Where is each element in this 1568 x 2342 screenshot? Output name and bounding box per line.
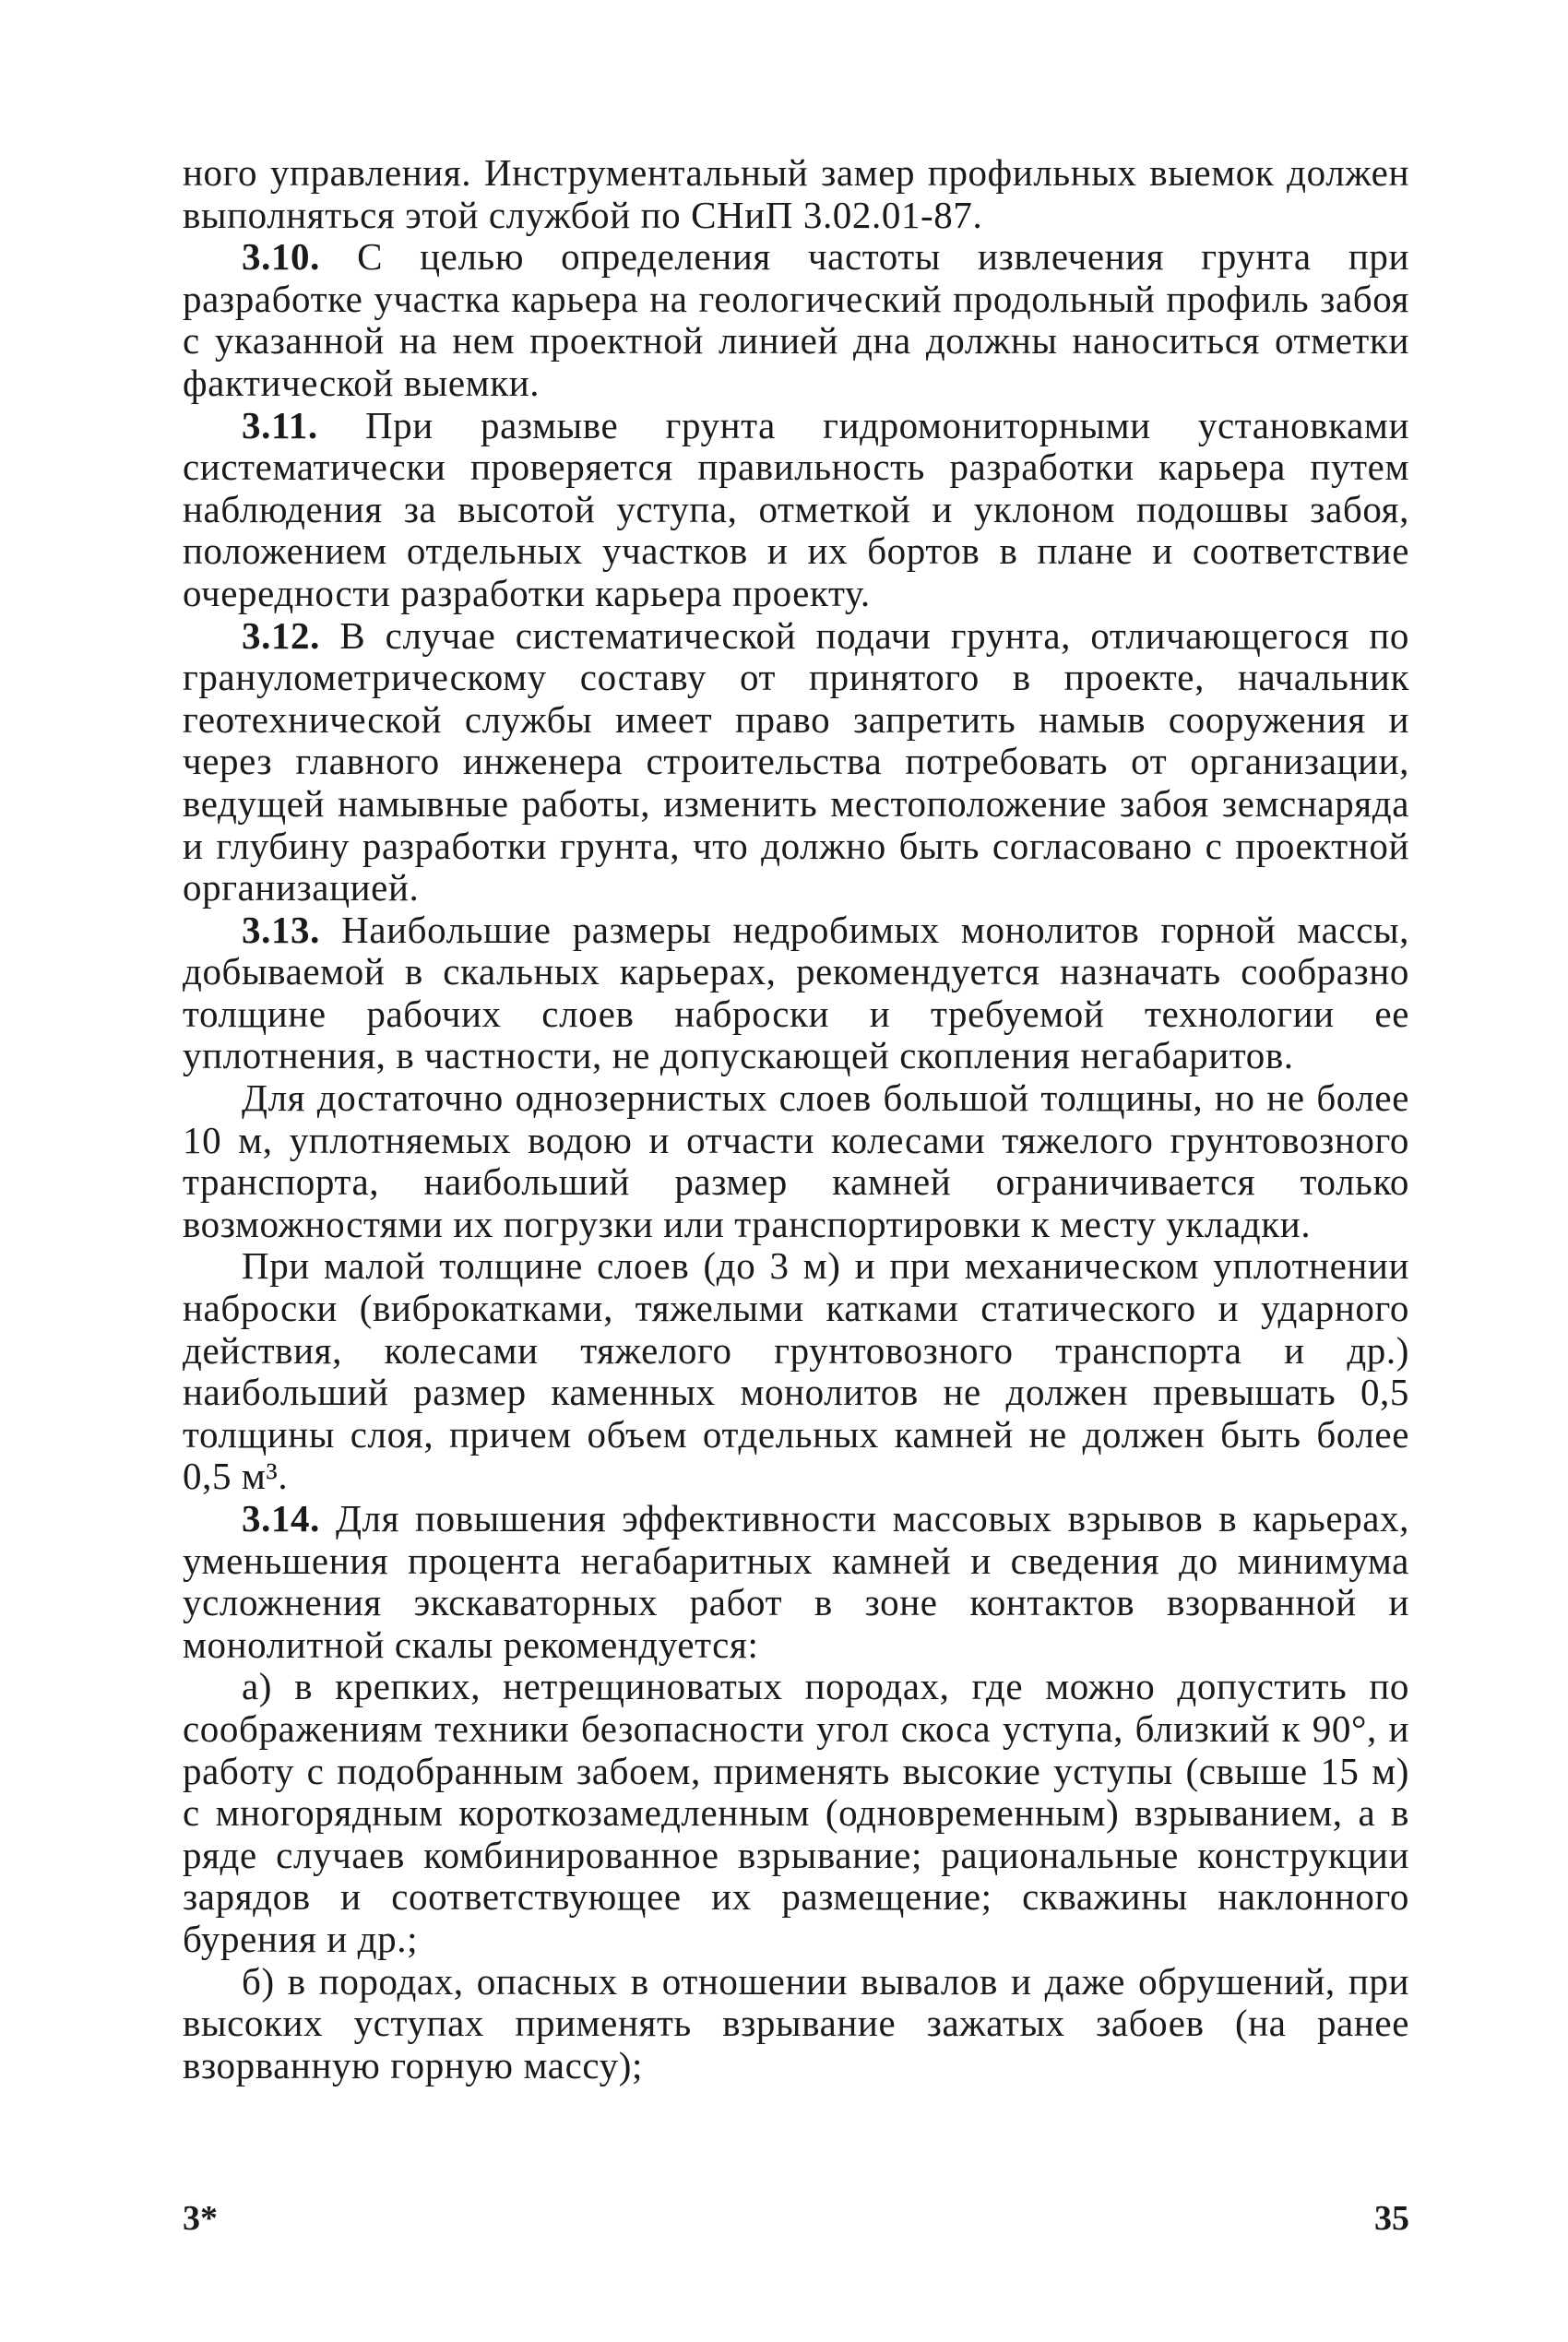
- signature-mark: 3*: [183, 2199, 218, 2238]
- clause-number: 3.10.: [242, 235, 320, 279]
- list-item-a: а) в крепких, нетрещиноватых породах, где можно допустить по соображениям техники безопасности угол скоса уступа, близкий к 90°, и работу с подобранным забоем, применять высокие уступы (свыше 15 м) с многорядным короткозамедленным (одновременным) взрыванием, а в ряде случаев комбинированное взрывание; рациональные конструкции зарядов и соответствующее их размещение; скважины наклонного бурения и др.;: [183, 1665, 1409, 1960]
- clause-number: 3.13.: [242, 908, 320, 951]
- paragraph-continuation: ного управления. Инструментальный замер профильных выемок должен выполняться этой службой по СНиП 3.02.01-87.: [183, 151, 1409, 236]
- paragraph-3-12: 3.12. В случае систематической подачи грунта, отличающегося по гранулометрическому составу от принятого в проекте, начальник геотехнической службы имеет право запретить намыв сооружения и через главного инженера строительства потребовать от организации, ведущей намывные работы, изменить местоположение забоя земснаряда и глубину разработки грунта, что должно быть согласовано с проектной организацией.: [183, 613, 1409, 909]
- page-number: 35: [1374, 2199, 1409, 2238]
- paragraph-3-13: 3.13. Наибольшие размеры недробимых монолитов горной массы, добываемой в скальных карьерах, рекомендуется назначать сообразно толщине рабочих слоев наброски и требуемой технологии ее уплотнения, в частности, не допускающей скопления негабаритов.: [183, 908, 1409, 1077]
- body-text: [183, 152, 1409, 2086]
- paragraph-thin-layers: При малой толщине слоев (до 3 м) и при механическом уплотнении наброски (виброкатками, тяжелыми катками статического и ударного действия, колесами тяжелого грунтовозного транспорта и др.) наибольший размер каменных монолитов не должен превышать 0,5 толщины слоя, причем объем отдельных камней не должен быть более 0,5 м³.: [183, 1244, 1409, 1498]
- paragraph-3-14: 3.14. Для повышения эффективности массовых взрывов в карьерах, уменьшения процента негабаритных камней и сведения до минимума усложнения экскаваторных работ в зоне контактов взорванной и монолитной скалы рекомендуется:: [183, 1497, 1409, 1666]
- page-footer: [183, 2198, 1409, 2244]
- paragraph-single-grain-layers: Для достаточно однозернистых слоев большой толщины, но не более 10 м, уплотняемых водою и отчасти колесами тяжелого грунтовозного транспорта, наибольший размер камней ограничивается только возможностями их погрузки или транспортировки к месту укладки.: [183, 1076, 1409, 1245]
- clause-number: 3.11.: [242, 403, 318, 446]
- paragraph-3-10: 3.10. С целью определения частоты извлечения грунта при разработке участка карьера на геологический продольный профиль забоя с указанной на нем проектной линией дна должны наноситься отметки фактической выемки.: [183, 235, 1409, 404]
- clause-number: 3.14.: [242, 1497, 320, 1540]
- clause-number: 3.12.: [242, 613, 320, 657]
- list-item-b: б) в породах, опасных в отношении вывалов и даже обрушений, при высоких уступах применять взрывание зажатых забоев (на ранее взорванную горную массу);: [183, 1959, 1409, 2086]
- paragraph-3-11: 3.11. При размыве грунта гидромониторными установками систематически проверяется правильность разработки карьера путем наблюдения за высотой уступа, отметкой и уклоном подошвы забоя, положением отдельных участков и их бортов в плане и соответствие очередности разработки карьера проекту.: [183, 403, 1409, 614]
